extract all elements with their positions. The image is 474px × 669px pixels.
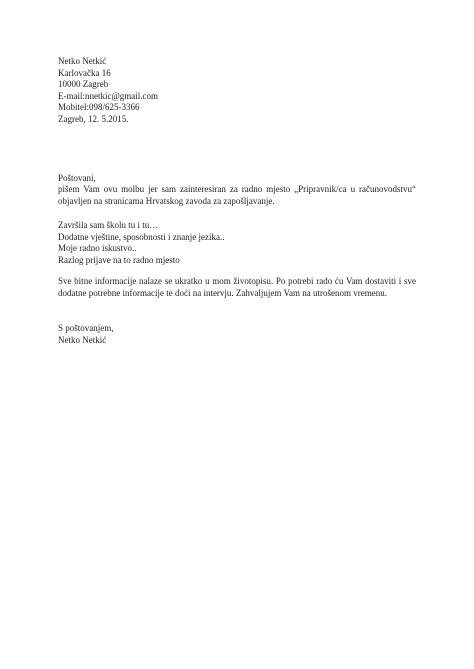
sender-street: Karlovačka 16 bbox=[58, 67, 111, 78]
points-list bbox=[58, 220, 416, 266]
sender-name: Netko Netkić bbox=[58, 56, 107, 66]
sender-email: E-mail:nnetkic@gmail.com bbox=[58, 90, 159, 101]
sender-mobile: Mobitel:098/625-3366 bbox=[58, 102, 140, 113]
signature-name: Netko Netkić bbox=[58, 334, 107, 345]
list-item: Završila sam školu tu i tu… bbox=[58, 220, 159, 230]
greeting: Poštovani, bbox=[58, 173, 96, 183]
signoff: S poštovanjem, bbox=[58, 323, 114, 333]
signoff-block bbox=[58, 323, 416, 346]
closing-paragraph bbox=[58, 276, 416, 299]
greeting-block bbox=[58, 173, 416, 185]
sender-city: 10000 Zagreb bbox=[58, 79, 109, 90]
sender-block bbox=[58, 56, 416, 126]
list-item: Moje radno iskustvo.. bbox=[58, 243, 137, 254]
list-item: Dodatne vještine, sposobnosti i znanje jezika.. bbox=[58, 231, 225, 242]
intro-line-2: objavljen na stranicama Hrvatskog zavoda za zapošljavanje. bbox=[58, 195, 275, 206]
list-item: Razlog prijave na to radno mjesto bbox=[58, 254, 180, 265]
closing-line-1: Sve bitne informacije nalaze se ukratko u mom životopisu. Po potrebi rado ću Vam dostaviti i sve bbox=[58, 276, 416, 286]
intro-line-1: pišem Vam ovu molbu jer sam zainteresiran za radno mjesto „Pripravnik/ca u računovodstvu“ bbox=[58, 184, 416, 194]
intro-paragraph bbox=[58, 184, 416, 207]
place-and-date: Zagreb, 12. 5.2015. bbox=[58, 113, 129, 124]
closing-line-2: dodatne potrebne informacije te doći na intervju. Zahvaljujem Vam na utrošenom vremenu. bbox=[58, 287, 387, 298]
